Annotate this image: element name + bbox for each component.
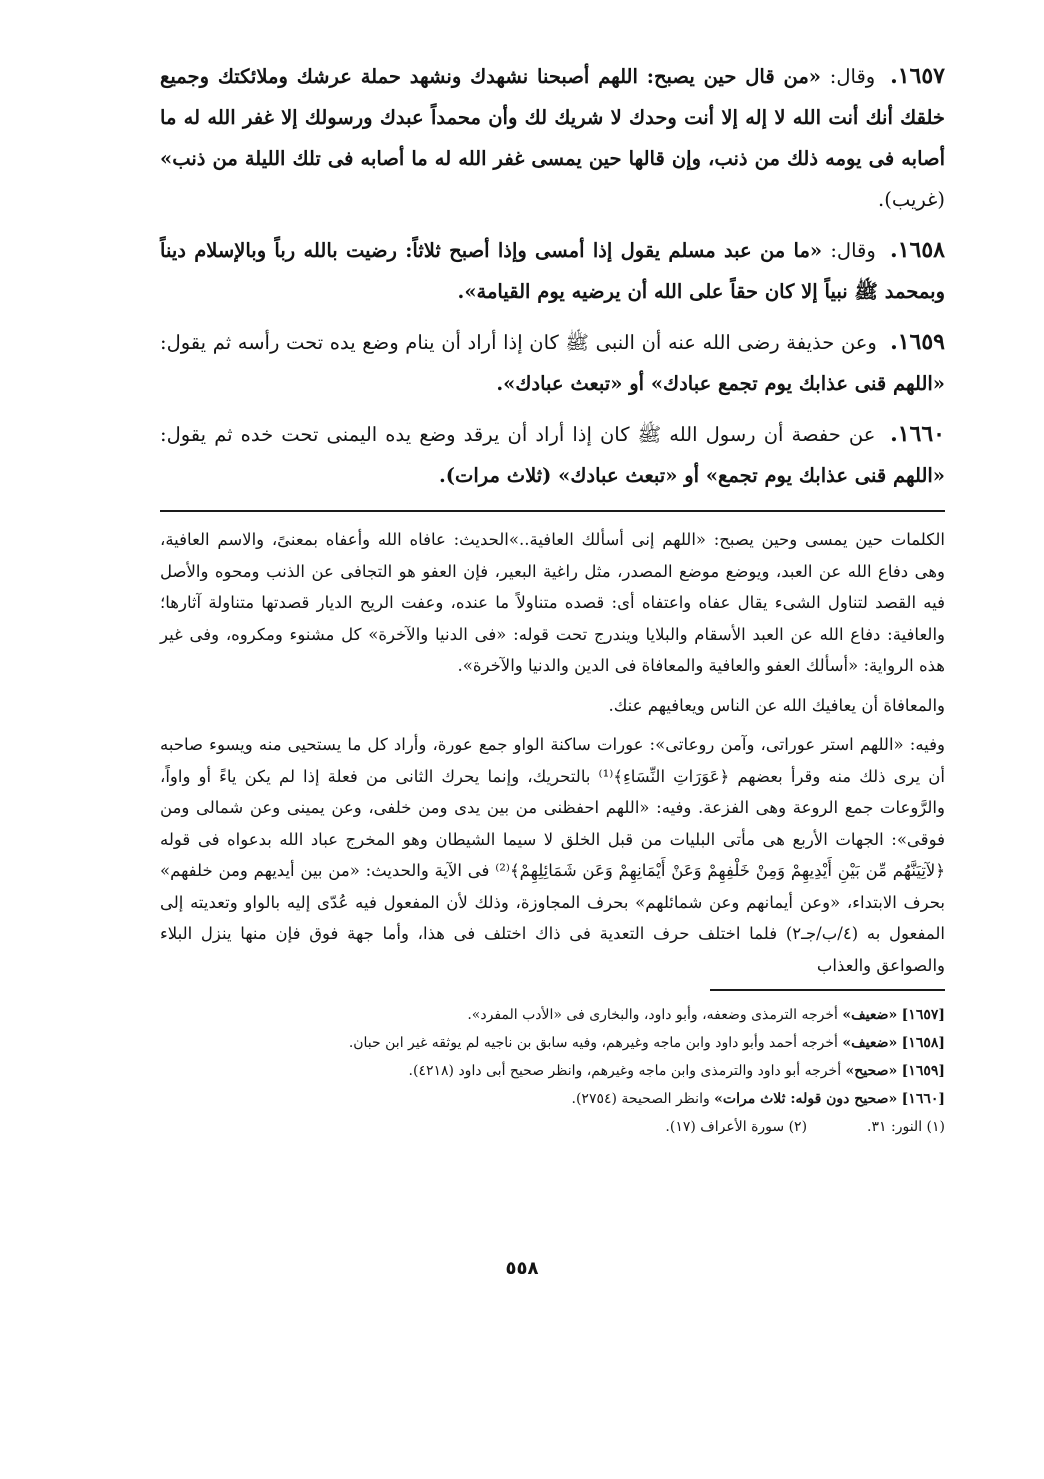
footnote-number: [١٦٦٠] bbox=[901, 1091, 945, 1107]
hadith-intro: وعن حذيفة رضى الله عنه أن النبى ﷺ كان إذا أراد أن ينام وضع يده تحت رأسه ثم يقول: bbox=[160, 331, 877, 354]
hadith-number: ١٦٦٠. bbox=[890, 421, 945, 447]
commentary-section bbox=[160, 524, 945, 981]
hadith-number: ١٦٥٧. bbox=[890, 63, 945, 89]
hadith-section bbox=[160, 56, 945, 496]
reference-1: (١) النور: ٣١. bbox=[867, 1119, 945, 1135]
document-page bbox=[160, 56, 945, 1141]
hadith-intro: وقال: bbox=[830, 239, 876, 262]
section-divider bbox=[160, 510, 945, 512]
footnote-1657 bbox=[160, 1001, 945, 1029]
hadith-intro: عن حفصة أن رسول الله ﷺ كان إذا أراد أن يرقد وضع يده اليمنى تحت خده ثم يقول: bbox=[160, 423, 876, 446]
footnote-number: [١٦٥٧] bbox=[901, 1007, 945, 1023]
commentary-paragraph: وفيه: «اللهم استر عوراتى، وآمن روعاتى»: عورات ساكنة الواو جمع عورة، وأراد كل ما يستحيى منه ويسوء صاحبه أن يرى ذلك منه وقرأ بعضهم ﴿عَوَرَاتِ النِّسَاءِ﴾⁽¹⁾ بالتحريك، وإنما يحرك الثانى من فعلة إذا لم يكن ياءً أو واواً، والرَّوعات جمع الروعة وهى الفزعة. وفيه: «اللهم احفظنى من بين يدى ومن خلفى، وعن يمينى وعن شمالى ومن فوقى»: الجهات الأربع هى مأتى البليات من قبل الخلق لا سيما الشيطان وهو المخرج عباد الله بدعواه فى قوله ﴿لآتِيَنَّهُم مِّن بَيْنِ أَيْدِيهِمْ وَمِنْ خَلْفِهِمْ وَعَنْ أَيْمَانِهِمْ وَعَن شَمَائِلِهِمْ﴾⁽²⁾ فى الآية والحديث: «من بين أيديهم ومن خلفهم» بحرف الابتداء، «وعن أيمانهم وعن شمائلهم» بحرف المجاوزة، وذلك لأن المفعول فيه عُدّى إليه بالواو وتعديته إلى المفعول به (٤/ب/جـ٢) فلما اختلف حرف التعدية فى ذاك اختلف فى هذا، وأما جهة فوق فإن منها ينزل البلاء والصواعق والعذاب bbox=[160, 735, 945, 975]
quran-references bbox=[160, 1113, 945, 1141]
hadith-text: «من قال حين يصبح: اللهم أصبحنا نشهدك ونشهد حملة عرشك وملائكتك وجميع خلقك أنك أنت الله لا إله إلا أنت وحدك لا شريك لك وأن محمداً عبدك ورسولك إلا غفر الله له ما أصابه فى يومه ذلك من ذنب، وإن قالها حين يمسى غفر الله له ما أصابه فى تلك الليلة من ذنب» bbox=[160, 65, 945, 170]
hadith-text: «اللهم قنى عذابك يوم تجمع» أو «تبعث عبادك» (ثلاث مرات). bbox=[438, 464, 945, 487]
hadith-1660 bbox=[160, 414, 945, 496]
footnote-text: وانظر الصحيحة (٢٧٥٤). bbox=[571, 1091, 710, 1107]
footnote-text: أخرجه الترمذى وضعفه، وأبو داود، والبخارى فى «الأدب المفرد». bbox=[467, 1007, 838, 1023]
hadith-1659 bbox=[160, 322, 945, 404]
hadith-text: «ما من عبد مسلم يقول إذا أمسى وإذا أصبح ثلاثاً: رضيت بالله رباً وبالإسلام ديناً وبمحمد ﷺ نبياً إلا كان حقاً على الله أن يرضيه يوم القيامة». bbox=[160, 239, 945, 303]
footnotes-section bbox=[160, 1001, 945, 1141]
commentary-paragraph: الكلمات حين يمسى وحين يصبح: «اللهم إنى أسألك العافية..»الحديث: عافاه الله وأعفاه بمعنىً، والاسم العافية، وهى دفاع الله عن العبد، ويوضع موضع المصدر، مثل راغية البعير، فإن العفو هو التجافى عن الذنب ومحوه والأصل فيه القصد لتناول الشىء يقال عفاه واعتفاه أى: قصده متناولاً ما عنده، وعفت الريح الديار قصدتها متناولة آثارها؛ والعافية: دفاع الله عن العبد الأسقام والبلايا ويندرج تحت قوله: «فى الدنيا والآخرة» كل مشنوء ومكروه، وفى غير هذه الرواية: «أسألك العفو والعافية والمعافاة فى الدين والدنيا والآخرة». bbox=[160, 530, 945, 675]
reference-2: (٢) سورة الأعراف (١٧). bbox=[665, 1119, 808, 1135]
hadith-intro: وقال: bbox=[829, 65, 876, 88]
commentary-paragraph: والمعافاة أن يعافيك الله عن الناس ويعافيهم عنك. bbox=[608, 695, 945, 715]
footnote-grade: «ضعيف» bbox=[842, 1007, 898, 1023]
hadith-grade: (غريب). bbox=[878, 188, 945, 211]
hadith-number: ١٦٥٩. bbox=[890, 329, 945, 355]
hadith-1658 bbox=[160, 230, 945, 312]
footnote-1658 bbox=[160, 1029, 945, 1057]
footnote-text: أخرجه أحمد وأبو داود وابن ماجه وغيرهم، وفيه سابق بن ناجيه لم يوثقه غير ابن حبان. bbox=[348, 1035, 838, 1051]
footnote-text: أخرجه أبو داود والترمذى وابن ماجه وغيرهم، وانظر صحيح أبى داود (٤٢١٨). bbox=[408, 1063, 842, 1079]
footnote-grade: «صحيح» bbox=[845, 1063, 898, 1079]
hadith-1657 bbox=[160, 56, 945, 220]
footnote-grade: «صحيح دون قوله: ثلاث مرات» bbox=[714, 1091, 898, 1107]
footnote-number: [١٦٥٩] bbox=[901, 1063, 945, 1079]
hadith-number: ١٦٥٨. bbox=[890, 237, 945, 263]
footnote-1659 bbox=[160, 1057, 945, 1085]
footnote-divider bbox=[710, 989, 945, 991]
hadith-text: «اللهم قنى عذابك يوم تجمع عبادك» أو «تبعث عبادك». bbox=[496, 372, 945, 395]
page-number: ٥٥٨ bbox=[505, 1258, 539, 1279]
footnote-number: [١٦٥٨] bbox=[901, 1035, 945, 1051]
footnote-1660 bbox=[160, 1085, 945, 1113]
footnote-grade: «ضعيف» bbox=[842, 1035, 898, 1051]
